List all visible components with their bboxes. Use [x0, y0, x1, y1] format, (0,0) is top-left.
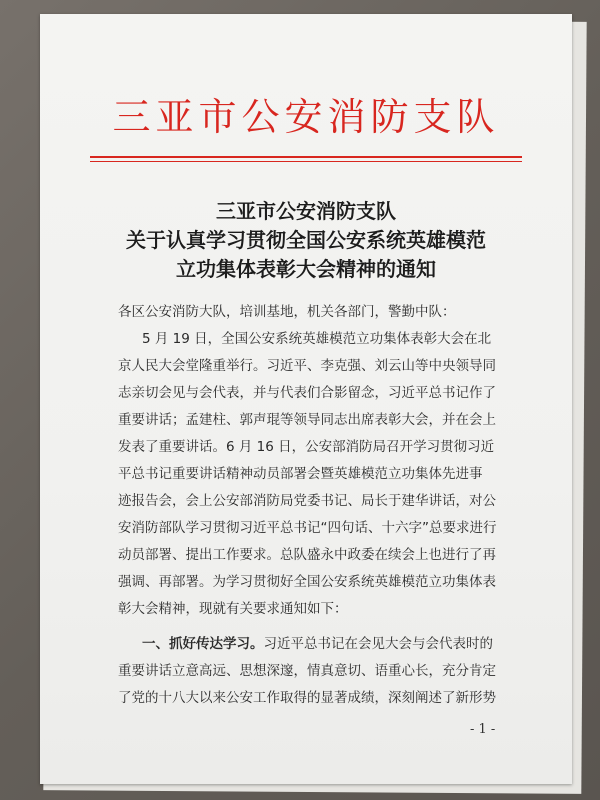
- document-title-line-1: 三亚市公安消防支队: [216, 199, 396, 223]
- section-1-first-line-text: 习近平总书记在会见大会与会代表时的: [263, 636, 493, 652]
- document-title-line-3: 立功集体表彰大会精神的通知: [176, 257, 436, 281]
- page-number: - 1 -: [470, 722, 496, 737]
- paragraph-line: 京人民大会堂隆重举行。习近平、李克强、刘云山等中央领导同: [118, 358, 496, 374]
- letterhead-rule-thin: [90, 161, 522, 162]
- section-1-line: 重要讲话立意高远、思想深邃，情真意切、语重心长，充分肯定: [118, 663, 496, 679]
- document-title-line-2: 关于认真学习贯彻全国公安系统英雄模范: [126, 228, 486, 252]
- paragraph-line: 平总书记重要讲话精神动员部署会暨英雄模范立功集体先进事: [118, 466, 483, 482]
- paragraph-line: 动员部署、提出工作要求。总队盛永中政委在续会上也进行了再: [118, 547, 496, 563]
- paragraph-line: 发表了重要讲话。6 月 16 日，公安部消防局召开学习贯彻习近: [118, 439, 495, 455]
- paragraph-line: 安消防部队学习贯彻习近平总书记“四句话、十六字”总要求进行: [118, 520, 497, 536]
- paragraph-line: 重要讲话；孟建柱、郭声琨等领导同志出席表彰大会，并在会上: [118, 412, 496, 428]
- document-page: [40, 14, 572, 784]
- paragraph-line: 强调、再部署。为学习贯彻好全国公安系统英雄模范立功集体表: [118, 574, 496, 590]
- paragraph-line: 志亲切会见与会代表，并与代表们合影留念，习近平总书记作了: [118, 385, 496, 401]
- section-1-heading: 一、抓好传达学习。: [142, 636, 264, 652]
- letterhead-rule-thick: [90, 156, 522, 158]
- section-1-line: 了党的十八大以来公安工作取得的显著成绩，深刻阐述了新形势: [118, 690, 496, 706]
- addressee-line: 各区公安消防大队，培训基地，机关各部门，警勤中队：: [118, 304, 456, 320]
- paragraph-line: 5 月 19 日，全国公安系统英雄模范立功集体表彰大会在北: [142, 331, 492, 347]
- paragraph-line: 迹报告会，会上公安部消防局党委书记、局长于建华讲话，对公: [118, 493, 496, 509]
- section-1-first-line: [142, 635, 493, 653]
- paragraph-line: 彰大会精神，现就有关要求通知如下：: [118, 601, 348, 617]
- red-letterhead: 三亚市公安消防支队: [112, 95, 500, 139]
